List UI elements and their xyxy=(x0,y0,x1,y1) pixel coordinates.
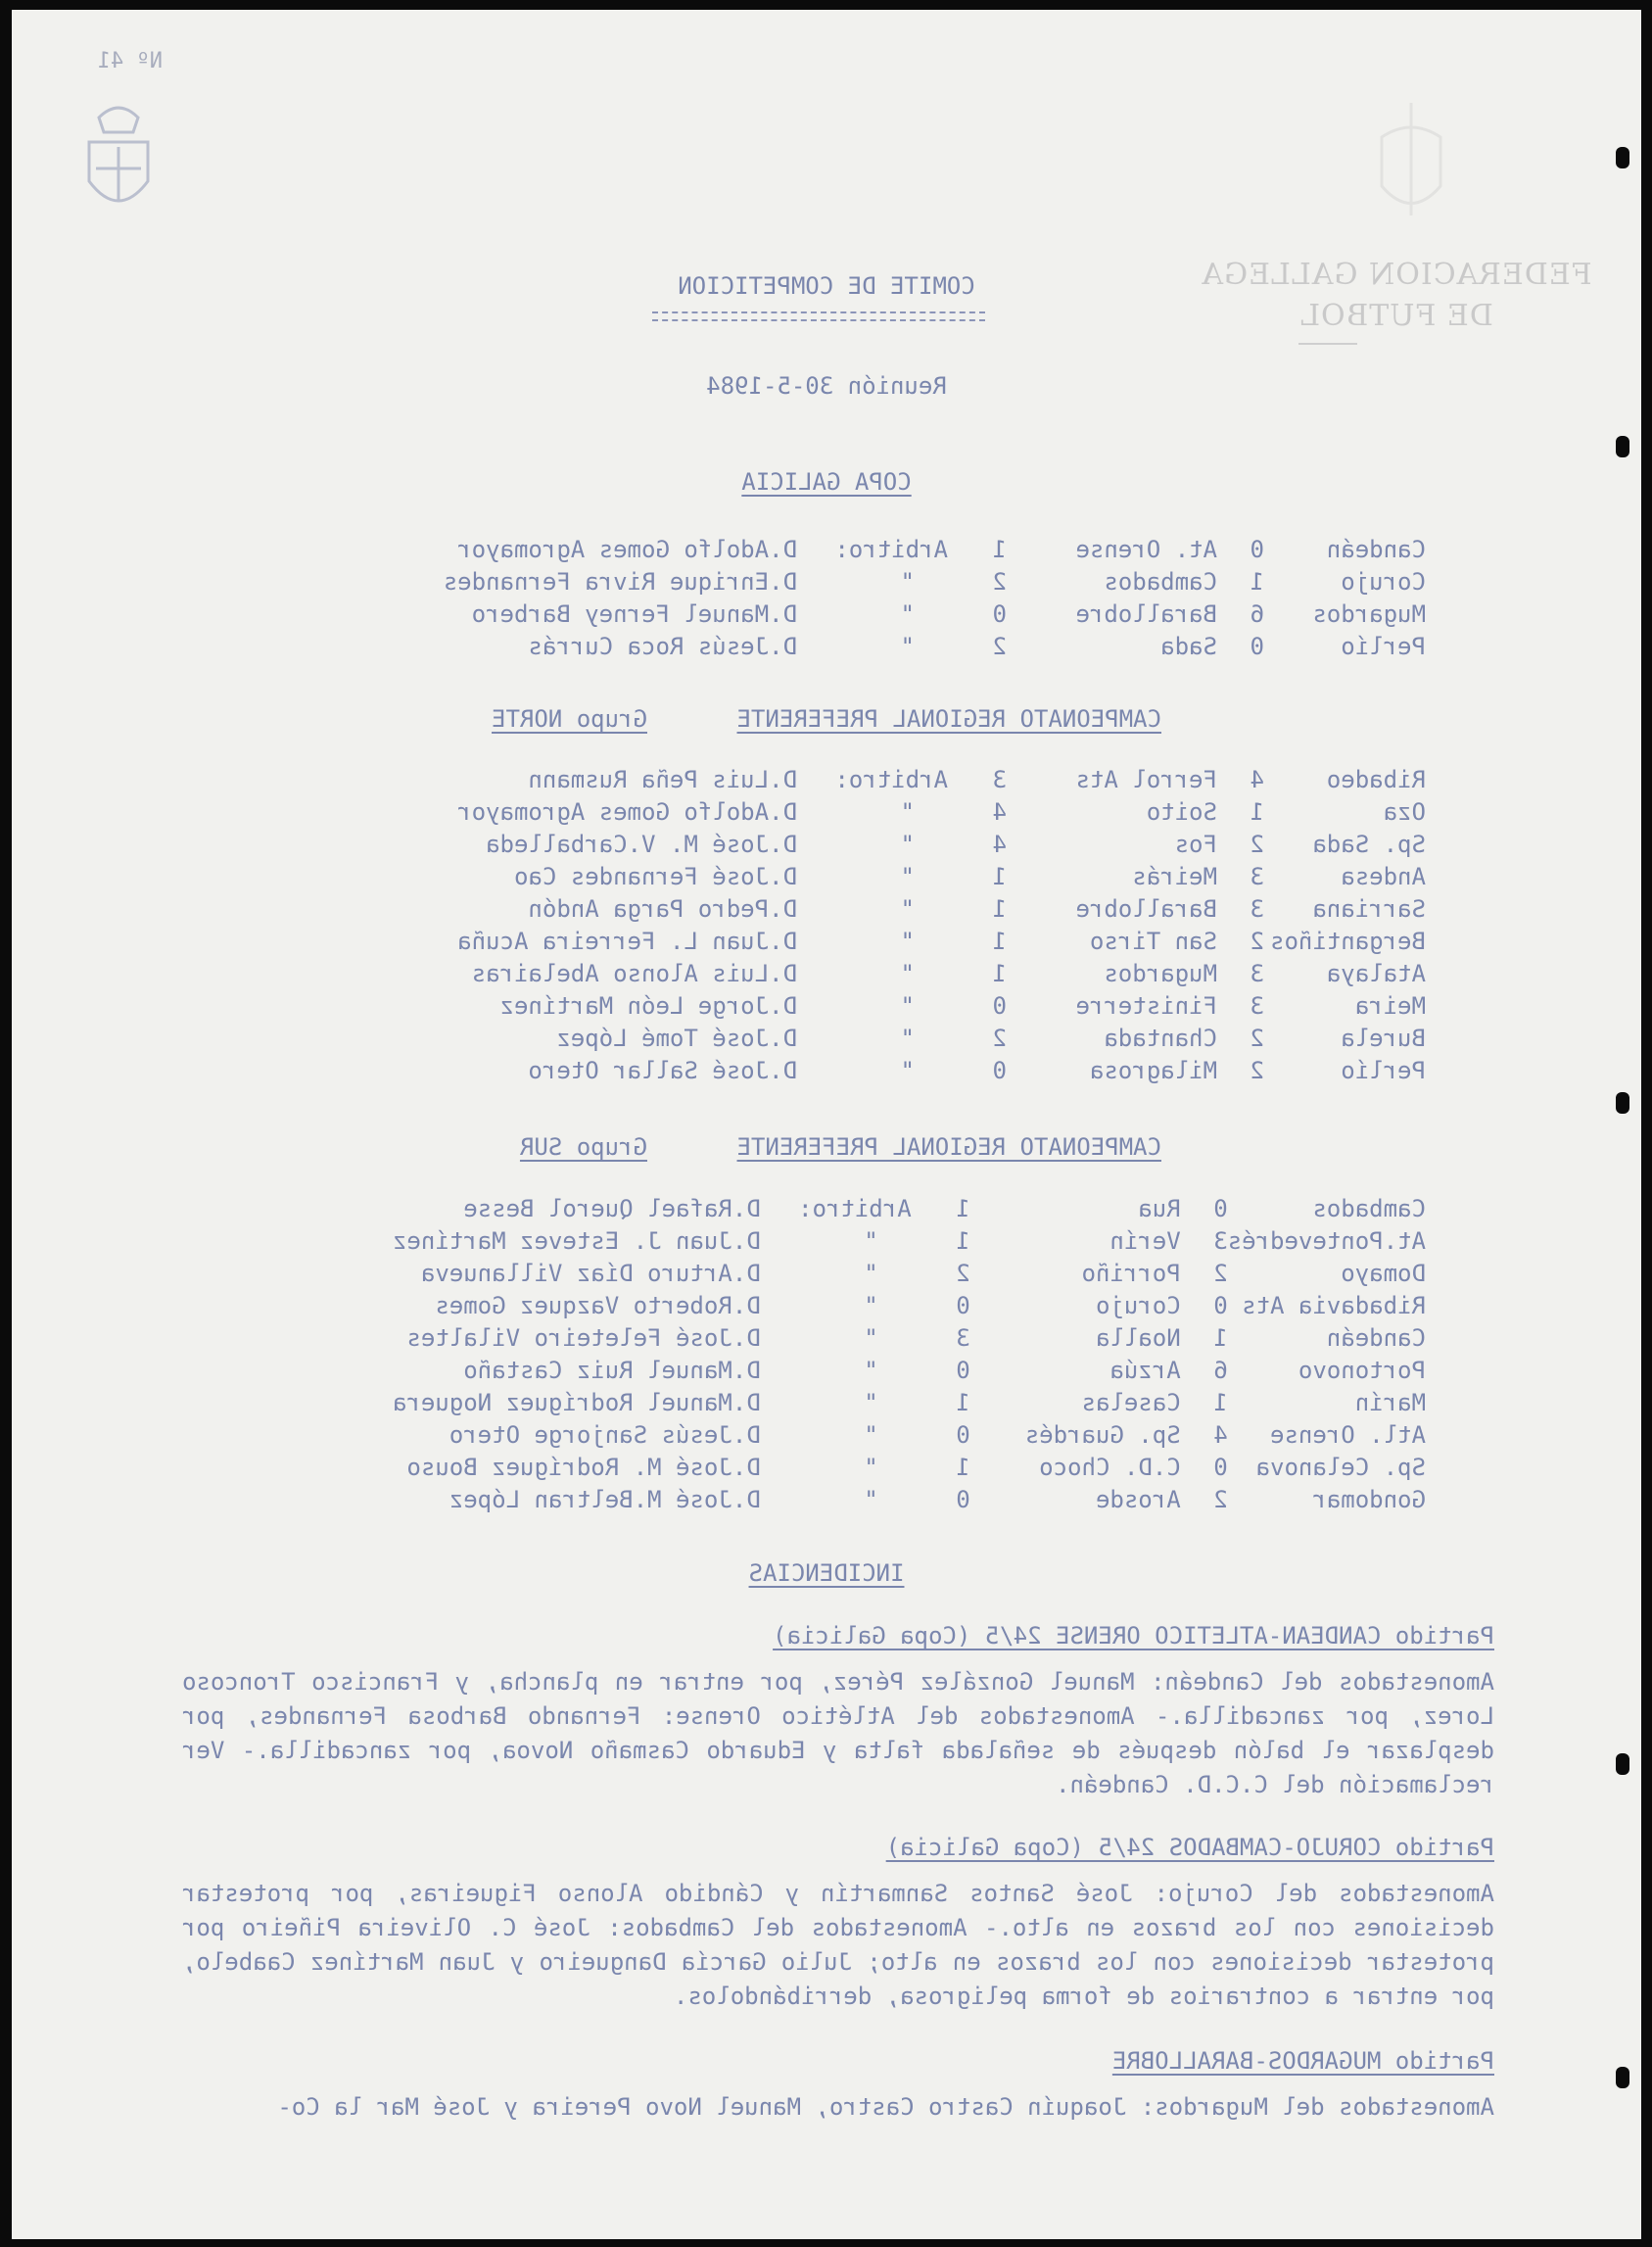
page-number: Nº 41 xyxy=(97,49,163,73)
home-team: Perlío xyxy=(1341,632,1426,660)
away-score: 1 xyxy=(992,927,1007,955)
home-score: 1 xyxy=(1250,567,1264,596)
away-team: Cambados xyxy=(1104,567,1217,596)
referee-name: D.Arturo Díaz Villanueva xyxy=(420,1259,761,1287)
away-team: C.D. Choco xyxy=(1039,1453,1181,1481)
referee-label: " xyxy=(900,959,915,987)
home-team: At.Pontevedrés xyxy=(1227,1226,1426,1255)
away-score: 2 xyxy=(992,567,1007,596)
away-team: Corujo xyxy=(1096,1291,1181,1319)
referee-name: D.José M. V.Carballeda xyxy=(486,830,797,858)
away-team: Sada xyxy=(1160,632,1217,660)
referee-label: " xyxy=(864,1420,878,1449)
incident-title-1: Partido CANDEAN-ATLETICO ORENSE 24/5 (Copa Galicia) xyxy=(773,1622,1494,1649)
away-team: Barallobre xyxy=(1075,599,1217,628)
away-score: 0 xyxy=(956,1485,970,1513)
meeting-date: Reunión 30-5-1984 xyxy=(706,372,947,400)
home-team: Bergantiños xyxy=(1270,927,1426,955)
home-score: 1 xyxy=(1213,1323,1228,1352)
referee-name: D.Adolfo Gomes Agromayor xyxy=(457,797,797,826)
match-row xyxy=(320,1483,1426,1515)
away-score: 1 xyxy=(956,1388,970,1416)
referee-label: " xyxy=(900,599,915,628)
away-team: Rua xyxy=(1138,1194,1181,1222)
home-score: 4 xyxy=(1213,1420,1228,1449)
home-score: 3 xyxy=(1250,991,1264,1020)
punch-mark xyxy=(1616,1753,1629,1775)
referee-name: D.Jorge León Martínez xyxy=(499,991,797,1020)
away-team: Sp. Guardés xyxy=(1024,1420,1181,1449)
home-score: 1 xyxy=(1213,1388,1228,1416)
away-team: Mugardos xyxy=(1104,959,1217,987)
away-score: 0 xyxy=(992,1056,1007,1084)
match-row xyxy=(320,1289,1426,1321)
home-score: 3 xyxy=(1250,862,1264,890)
home-score: 2 xyxy=(1213,1259,1228,1287)
home-score: 4 xyxy=(1250,765,1264,793)
away-score: 1 xyxy=(956,1226,970,1255)
referee-label: " xyxy=(864,1453,878,1481)
punch-mark xyxy=(1616,1092,1629,1114)
norte-table xyxy=(356,763,1426,1086)
away-score: 3 xyxy=(956,1323,970,1352)
referee-label: " xyxy=(864,1388,878,1416)
referee-name: D.José M.Beltran López xyxy=(448,1485,761,1513)
home-score: 3 xyxy=(1213,1226,1228,1255)
incident-title-3: Partido MUGARDOS-BARALLOBRE xyxy=(1111,2047,1494,2075)
home-score: 2 xyxy=(1250,1056,1264,1084)
match-row xyxy=(320,1386,1426,1418)
away-team: Verín xyxy=(1109,1226,1181,1255)
referee-name: D.Juan L. Ferreira Acuña xyxy=(457,927,797,955)
referee-name: D.Juan J. Estevez Martínez xyxy=(393,1226,761,1255)
match-row xyxy=(356,957,1426,989)
referee-name: D.Jesús Roca Currás xyxy=(528,632,797,660)
home-team: Candeán xyxy=(1326,535,1426,563)
match-row xyxy=(356,925,1426,957)
sur-heading: CAMPEONATO REGIONAL PREFERENTE xyxy=(736,1133,1161,1161)
away-score: 3 xyxy=(992,765,1007,793)
referee-name: D.Manuel Ruiz Castaño xyxy=(463,1356,761,1384)
home-team: Portonovo xyxy=(1298,1356,1426,1384)
home-score: 3 xyxy=(1250,894,1264,923)
referee-label: " xyxy=(864,1291,878,1319)
home-team: Atl. Orense xyxy=(1270,1420,1426,1449)
match-row xyxy=(356,1054,1426,1086)
incident-text-1: Amonestados del Candeán: Manuel González Pérez, por entrar en plancha, y Francisco Troncoso Lorez, por zancadilla.- Amonestados del Atlético Orense: Fernando Barbosa Fernandes, por desplazar el balón después de señalada falta y Eduardo Casmaño Novoa, por zancadilla.- Ver reclamación del C.C.D. Candeán. xyxy=(182,1668,1494,1798)
match-row xyxy=(320,1451,1426,1483)
referee-label: " xyxy=(900,927,915,955)
incidencias-heading: INCIDENCIAS xyxy=(748,1559,905,1587)
letterhead-line2: DE FUTBOL xyxy=(1299,299,1493,333)
home-team: Meira xyxy=(1354,991,1426,1020)
away-team: Soito xyxy=(1146,797,1217,826)
referee-name: D.José Sallar Otero xyxy=(528,1056,797,1084)
away-score: 1 xyxy=(992,959,1007,987)
away-team: Fos xyxy=(1174,830,1217,858)
away-score: 4 xyxy=(992,797,1007,826)
referee-name: D.Enrique Rivra Fernandes xyxy=(443,567,797,596)
match-row xyxy=(356,1022,1426,1054)
referee-name: D.Jesús Sanjorge Otero xyxy=(448,1420,761,1449)
home-score: 0 xyxy=(1250,535,1264,563)
punch-mark xyxy=(1616,2067,1629,2088)
referee-label: " xyxy=(900,567,915,596)
punch-mark xyxy=(1616,436,1629,457)
away-score: 1 xyxy=(992,894,1007,923)
away-score: 0 xyxy=(956,1291,970,1319)
punch-mark xyxy=(1616,147,1629,168)
page-title: COMITE DE COMPETICION xyxy=(678,272,975,300)
sur-table xyxy=(320,1192,1426,1515)
home-score: 6 xyxy=(1250,599,1264,628)
home-score: 0 xyxy=(1250,632,1264,660)
away-score: 4 xyxy=(992,830,1007,858)
mirrored-text-layer xyxy=(12,10,1641,2239)
referee-label: " xyxy=(900,1056,915,1084)
home-team: Candeán xyxy=(1326,1323,1426,1352)
match-row xyxy=(320,1192,1426,1224)
away-team: Porriño xyxy=(1081,1259,1181,1287)
referee-label: " xyxy=(864,1259,878,1287)
home-score: 6 xyxy=(1213,1356,1228,1384)
away-score: 1 xyxy=(956,1453,970,1481)
match-row xyxy=(356,828,1426,860)
incident-text-2: Amonestados del Corujo: José Santos Sanmartín y Cándido Alonso Figueiras, por protestar decisiones con los brazos en alto.- Amonestados del Cambados: José C. Oliveira Piñeiro por protestar decisiones con los brazos en alto; Julio García Dangueiro y Juan Martínez Caabelo, por entrar a contrarios de forma peligrosa, derribándolos. xyxy=(182,1880,1494,2010)
home-team: Ribadeo xyxy=(1326,765,1426,793)
home-team: Gondomar xyxy=(1312,1485,1426,1513)
referee-name: D.Manuel Ferney Barbero xyxy=(471,599,797,628)
match-row xyxy=(320,1354,1426,1386)
title-double-rule xyxy=(652,311,985,321)
away-team: At. Orense xyxy=(1075,535,1217,563)
incident-text-3: Amonestados del Mugardos: Joaquín Castro Castro, Manuel Novo Pereira y José Mar la Co- xyxy=(277,2093,1494,2121)
home-score: 0 xyxy=(1213,1291,1228,1319)
away-team: Finisterre xyxy=(1075,991,1217,1020)
referee-label: " xyxy=(900,797,915,826)
home-team: Corujo xyxy=(1341,567,1426,596)
referee-name: D.José Fernandes Cao xyxy=(514,862,797,890)
letterhead-line1: FEDERACION GALLEGA xyxy=(1201,258,1592,292)
norte-heading: CAMPEONATO REGIONAL PREFERENTE xyxy=(736,705,1161,733)
referee-label: " xyxy=(900,632,915,660)
referee-name: D.José M. Rodríguez Bouso xyxy=(406,1453,761,1481)
home-team: Sarriana xyxy=(1312,894,1426,923)
referee-name: D.Adolfo Gomes Agromayor xyxy=(457,535,797,563)
home-team: Sp. Celanova xyxy=(1255,1453,1426,1481)
home-score: 1 xyxy=(1250,797,1264,826)
referee-name: D.Pedro Parga Andón xyxy=(528,894,797,923)
letterhead-rule xyxy=(1298,343,1357,345)
referee-label: " xyxy=(864,1226,878,1255)
away-score: 2 xyxy=(956,1259,970,1287)
away-team: Arzúa xyxy=(1109,1356,1181,1384)
away-team: Caselas xyxy=(1081,1388,1181,1416)
away-score: 0 xyxy=(956,1356,970,1384)
away-score: 2 xyxy=(992,632,1007,660)
away-team: Arosde xyxy=(1096,1485,1181,1513)
home-score: 2 xyxy=(1250,1024,1264,1052)
away-score: 1 xyxy=(956,1194,970,1222)
home-team: Cambados xyxy=(1312,1194,1426,1222)
home-team: Mugardos xyxy=(1312,599,1426,628)
match-row xyxy=(356,860,1426,892)
referee-name: D.Luis Alonso Abelairas xyxy=(471,959,797,987)
match-row xyxy=(356,565,1426,598)
referee-label: " xyxy=(900,991,915,1020)
match-row xyxy=(356,795,1426,828)
match-row xyxy=(320,1418,1426,1451)
away-score: 1 xyxy=(992,862,1007,890)
home-score: 0 xyxy=(1213,1194,1228,1222)
copa-table xyxy=(356,533,1426,662)
home-team: Andesa xyxy=(1341,862,1426,890)
away-team: Meirás xyxy=(1132,862,1217,890)
referee-label: " xyxy=(900,894,915,923)
away-score: 0 xyxy=(992,991,1007,1020)
referee-label: Arbitro: xyxy=(798,1194,912,1222)
home-team: Ribadavia Ats xyxy=(1242,1291,1426,1319)
match-row xyxy=(320,1257,1426,1289)
home-score: 0 xyxy=(1213,1453,1228,1481)
match-row xyxy=(356,892,1426,925)
match-row xyxy=(356,533,1426,565)
incident-title-2: Partido CORUJO-CAMBADOS 24/5 (Copa Galicia) xyxy=(885,1834,1494,1861)
referee-label: " xyxy=(864,1323,878,1352)
home-score: 2 xyxy=(1213,1485,1228,1513)
match-row xyxy=(320,1321,1426,1354)
match-row xyxy=(356,630,1426,662)
match-row xyxy=(356,598,1426,630)
away-team: Noalla xyxy=(1096,1323,1181,1352)
sur-group: Grupo SUR xyxy=(519,1133,647,1161)
home-team: Burela xyxy=(1341,1024,1426,1052)
referee-name: D.José Tomé López xyxy=(556,1024,797,1052)
referee-label: Arbitro: xyxy=(834,765,948,793)
home-score: 2 xyxy=(1250,830,1264,858)
away-team: Chantada xyxy=(1104,1024,1217,1052)
referee-label: Arbitro: xyxy=(834,535,948,563)
away-score: 1 xyxy=(992,535,1007,563)
referee-name: D.Rafael Querol Besse xyxy=(463,1194,761,1222)
away-score: 2 xyxy=(992,1024,1007,1052)
away-team: Milagrosa xyxy=(1089,1056,1217,1084)
match-row xyxy=(356,763,1426,795)
home-team: Oza xyxy=(1383,797,1426,826)
away-score: 0 xyxy=(992,599,1007,628)
match-row xyxy=(356,989,1426,1022)
home-score: 2 xyxy=(1250,927,1264,955)
referee-name: D.José Feleteiro Vilaltes xyxy=(406,1323,761,1352)
home-team: Marín xyxy=(1354,1388,1426,1416)
away-team: Ferrol Ats xyxy=(1075,765,1217,793)
home-team: Sp. Sada xyxy=(1312,830,1426,858)
referee-name: D.Manuel Rodríguez Noguera xyxy=(393,1388,761,1416)
ghost-crest-icon xyxy=(1367,98,1455,225)
referee-name: D.Luis Peña Rusmann xyxy=(528,765,797,793)
away-score: 0 xyxy=(956,1420,970,1449)
match-row xyxy=(320,1224,1426,1257)
crest-icon xyxy=(74,98,163,225)
norte-group: Grupo NORTE xyxy=(492,705,647,733)
referee-name: D.Roberto Vazquez Gomes xyxy=(435,1291,761,1319)
paper-sheet xyxy=(12,10,1641,2239)
home-score: 3 xyxy=(1250,959,1264,987)
home-team: Atalaya xyxy=(1326,959,1426,987)
away-team: San Tirso xyxy=(1089,927,1217,955)
home-team: Perlío xyxy=(1341,1056,1426,1084)
referee-label: " xyxy=(864,1356,878,1384)
home-team: Domayo xyxy=(1341,1259,1426,1287)
copa-heading: COPA GALICIA xyxy=(741,468,912,496)
referee-label: " xyxy=(900,1024,915,1052)
referee-label: " xyxy=(900,862,915,890)
referee-label: " xyxy=(900,830,915,858)
referee-label: " xyxy=(864,1485,878,1513)
away-team: Barallobre xyxy=(1075,894,1217,923)
